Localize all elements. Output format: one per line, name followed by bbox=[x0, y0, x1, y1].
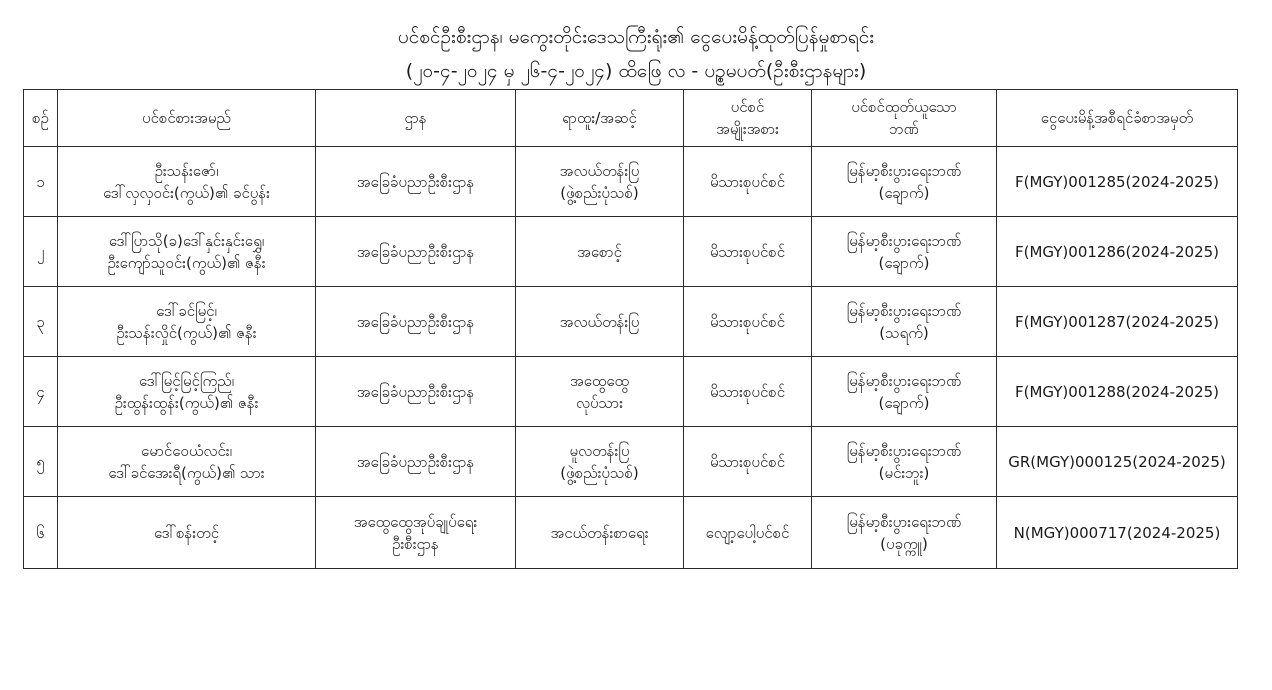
cell-pension-type: မိသားစုပင်စင် bbox=[684, 357, 812, 427]
cell-bank-line1: မြန်မာ့စီးပွားရေးဘဏ် bbox=[846, 512, 962, 531]
cell-bank bbox=[812, 427, 997, 497]
table-row bbox=[24, 427, 1238, 497]
cell-name bbox=[58, 147, 316, 217]
header-pension-type-line2: အမျိုးအစား bbox=[716, 120, 779, 138]
cell-rank-line2: (ဖွဲ့စည်းပုံသစ်) bbox=[560, 463, 639, 482]
cell-bank-line1: မြန်မာ့စီးပွားရေးဘဏ် bbox=[846, 231, 962, 250]
header-order-number: ငွေပေးမိန့်အစီရင်ခံစာအမှတ် bbox=[997, 90, 1238, 147]
cell-rank: အလယ်တန်းပြ bbox=[516, 287, 684, 357]
cell-rank bbox=[516, 147, 684, 217]
cell-pension-type: မိသားစုပင်စင် bbox=[684, 427, 812, 497]
cell-name: ဒေါ်စန်းတင့် bbox=[58, 497, 316, 569]
cell-serial: ၃ bbox=[24, 287, 58, 357]
cell-bank-line2: (မင်းဘူး) bbox=[878, 463, 930, 482]
cell-name-line2: ဦးသန်းလှိုင်(ကွယ်)၏ ဇနီး bbox=[116, 323, 257, 342]
cell-name bbox=[58, 287, 316, 357]
cell-rank-line1: အထွေထွေ bbox=[569, 371, 630, 390]
cell-department-line1: အထွေထွေအုပ်ချုပ်ရေး bbox=[353, 512, 478, 531]
cell-rank-line2: လုပ်သား bbox=[575, 393, 624, 412]
cell-department: အခြေခံပညာဦးစီးဌာန bbox=[316, 357, 516, 427]
cell-name-line1: ဒေါ်ခင်မြင့်၊ bbox=[156, 301, 217, 320]
cell-rank: အစောင့် bbox=[516, 217, 684, 287]
cell-rank: အငယ်တန်းစာရေး bbox=[516, 497, 684, 569]
header-bank-line2: ဘဏ် bbox=[889, 120, 919, 138]
cell-pension-type: မိသားစုပင်စင် bbox=[684, 287, 812, 357]
header-rank: ရာထူး/အဆင့် bbox=[516, 90, 684, 147]
cell-order-number: F(MGY)001287(2024-2025) bbox=[997, 287, 1238, 357]
cell-name-line1: ဦးသန်းဇော်၊ bbox=[154, 161, 219, 180]
cell-department: အခြေခံပညာဦးစီးဌာန bbox=[316, 287, 516, 357]
header-bank bbox=[812, 90, 997, 147]
cell-bank-line2: (ချောက်) bbox=[878, 253, 930, 272]
cell-name-line2: ဦးကျော်သူဝင်း(ကွယ်)၏ ဇနီး bbox=[107, 253, 266, 272]
cell-bank bbox=[812, 287, 997, 357]
cell-order-number: F(MGY)001285(2024-2025) bbox=[997, 147, 1238, 217]
cell-serial: ၄ bbox=[24, 357, 58, 427]
header-name: ပင်စင်စားအမည် bbox=[58, 90, 316, 147]
header-pension-type-line1: ပင်စင် bbox=[730, 98, 765, 116]
document-title: ပင်စင်ဦးစီးဌာန၊ မကွေးတိုင်းဒေသကြီးရုံး၏ ငွေပေးမိန့်ထုတ်ပြန်မှုစာရင်း bbox=[397, 26, 875, 48]
cell-department: အခြေခံပညာဦးစီးဌာန bbox=[316, 217, 516, 287]
cell-name-line2: ဒေါ်ခင်အေးရီ(ကွယ်)၏ သား bbox=[108, 463, 265, 482]
cell-serial: ၁ bbox=[24, 147, 58, 217]
cell-department-line2: ဦးစီးဌာန bbox=[392, 534, 439, 553]
cell-rank-line1: မူလတန်းပြ bbox=[569, 441, 630, 460]
table-row bbox=[24, 497, 1238, 569]
table-row bbox=[24, 357, 1238, 427]
header-bank-line1: ပင်စင်ထုတ်ယူသော bbox=[851, 98, 957, 116]
cell-name-line2: ဦးထွန်းထွန်း(ကွယ်)၏ ဇနီး bbox=[114, 393, 259, 412]
cell-name-line1: ဒေါ်ပြာသို(ခ)ဒေါ်နှင်းနှင်းရွှေ၊ bbox=[108, 231, 265, 250]
cell-serial: ၆ bbox=[24, 497, 58, 569]
cell-order-number: GR(MGY)000125(2024-2025) bbox=[997, 427, 1238, 497]
cell-name bbox=[58, 357, 316, 427]
cell-bank bbox=[812, 497, 997, 569]
cell-bank-line1: မြန်မာ့စီးပွားရေးဘဏ် bbox=[846, 301, 962, 320]
cell-department bbox=[316, 497, 516, 569]
table-header-row bbox=[24, 90, 1238, 147]
document-subtitle: (၂၀-၄-၂၀၂၄ မှ ၂၆-၄-၂၀၂၄) ထိဖြေ လ - ပဉ္စမပတ်(ဦးစီးဌာနများ) bbox=[405, 60, 867, 82]
cell-bank-line2: (ချောက်) bbox=[878, 393, 930, 412]
cell-serial: ၅ bbox=[24, 427, 58, 497]
cell-pension-type: လျော့ပေါ့ပင်စင် bbox=[684, 497, 812, 569]
table-row bbox=[24, 287, 1238, 357]
cell-bank bbox=[812, 217, 997, 287]
cell-bank bbox=[812, 357, 997, 427]
cell-bank-line1: မြန်မာ့စီးပွားရေးဘဏ် bbox=[846, 161, 962, 180]
header-serial: စဉ် bbox=[24, 90, 58, 147]
cell-pension-type: မိသားစုပင်စင် bbox=[684, 217, 812, 287]
cell-serial: ၂ bbox=[24, 217, 58, 287]
cell-name bbox=[58, 217, 316, 287]
cell-rank-line1: အလယ်တန်းပြ bbox=[559, 161, 640, 180]
cell-bank-line2: (ပခုက္ကူ) bbox=[880, 534, 928, 553]
cell-name-line1: ဒေါ်မြင့်မြင့်ကြည်၊ bbox=[138, 371, 235, 390]
header-pension-type bbox=[684, 90, 812, 147]
cell-name bbox=[58, 427, 316, 497]
cell-bank-line1: မြန်မာ့စီးပွားရေးဘဏ် bbox=[846, 371, 962, 390]
cell-order-number: N(MGY)000717(2024-2025) bbox=[997, 497, 1238, 569]
cell-bank-line2: (ချောက်) bbox=[878, 183, 930, 202]
cell-order-number: F(MGY)001288(2024-2025) bbox=[997, 357, 1238, 427]
cell-pension-type: မိသားစုပင်စင် bbox=[684, 147, 812, 217]
cell-rank bbox=[516, 357, 684, 427]
cell-bank bbox=[812, 147, 997, 217]
pension-table bbox=[23, 89, 1238, 569]
cell-order-number: F(MGY)001286(2024-2025) bbox=[997, 217, 1238, 287]
cell-department: အခြေခံပညာဦးစီးဌာန bbox=[316, 147, 516, 217]
cell-bank-line2: (သရက်) bbox=[879, 323, 929, 342]
table-row bbox=[24, 217, 1238, 287]
table-row bbox=[24, 147, 1238, 217]
cell-rank-line2: (ဖွဲ့စည်းပုံသစ်) bbox=[560, 183, 639, 202]
cell-rank bbox=[516, 427, 684, 497]
cell-name-line2: ဒေါ်လှလှဝင်း(ကွယ်)၏ ခင်ပွန်း bbox=[103, 183, 270, 202]
header-department: ဌာန bbox=[316, 90, 516, 147]
cell-name-line1: မောင်ဝေယံလင်း၊ bbox=[141, 441, 232, 460]
cell-department: အခြေခံပညာဦးစီးဌာန bbox=[316, 427, 516, 497]
cell-bank-line1: မြန်မာ့စီးပွားရေးဘဏ် bbox=[846, 441, 962, 460]
